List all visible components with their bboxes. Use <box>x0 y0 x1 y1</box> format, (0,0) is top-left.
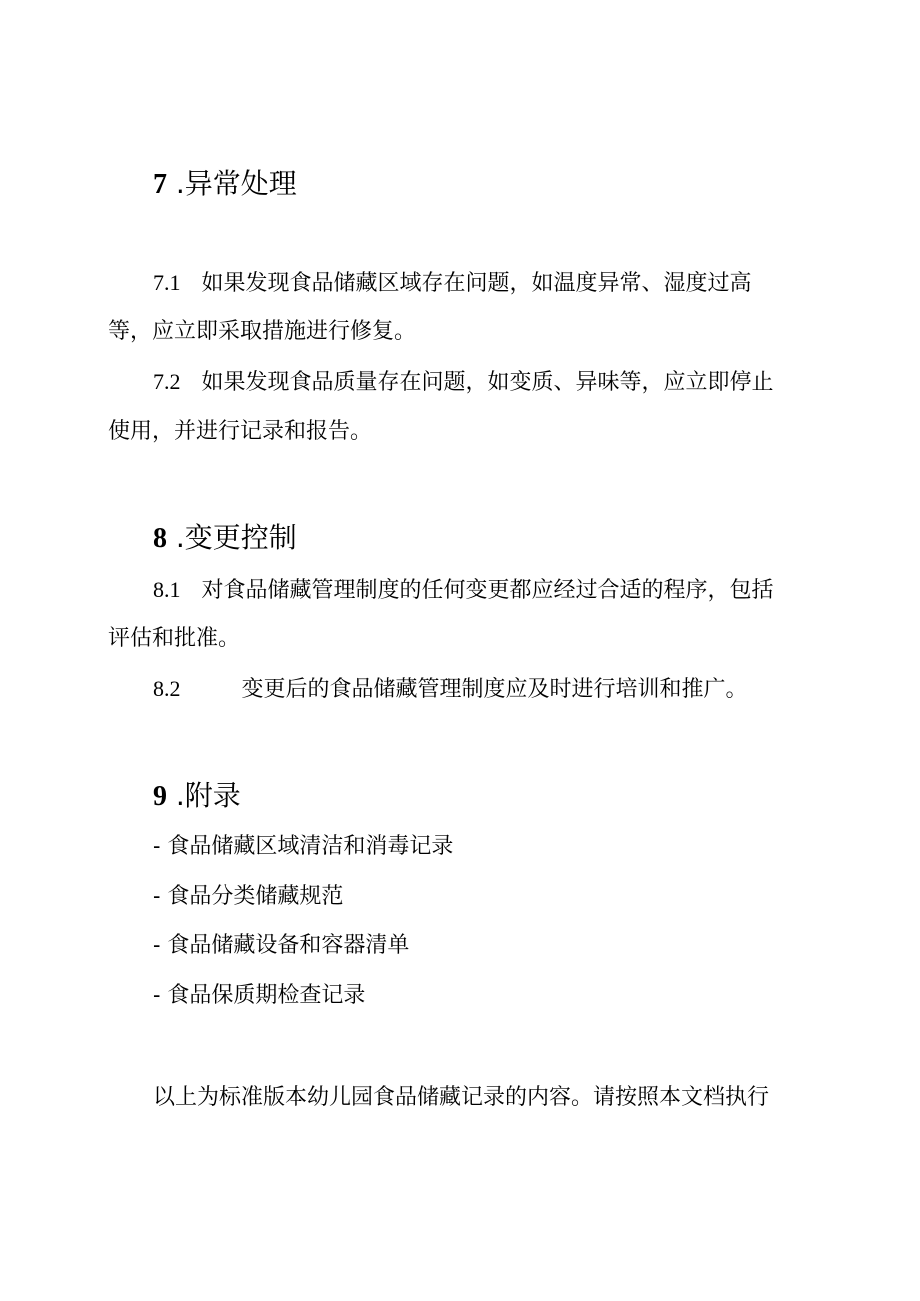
item-8-1-line-2: 评估和批准。 <box>108 626 241 651</box>
appendix-list-item: - 食品保质期检查记录 <box>153 983 366 1008</box>
section-9-heading <box>153 778 241 815</box>
section-7-title: .异常处理 <box>175 167 297 200</box>
item-7-2-text: 如果发现食品质量存在问题，如变质、异味等，应立即停止 <box>201 370 774 395</box>
section-8-title: .变更控制 <box>175 521 297 554</box>
item-7-1-number: 7.1 <box>153 270 181 295</box>
item-8-1-line-1 <box>153 575 774 606</box>
appendix-list-item: - 食品分类储藏规范 <box>153 884 344 909</box>
item-8-2-text: 变更后的食品储藏管理制度应及时进行培训和推广。 <box>241 677 748 702</box>
section-8-heading <box>153 520 297 557</box>
item-7-1-line-2: 等，应立即采取措施进行修复。 <box>108 319 417 344</box>
section-7-heading <box>153 166 297 203</box>
item-8-1-number: 8.1 <box>153 577 181 602</box>
closing-paragraph: 以上为标准版本幼儿园食品储藏记录的内容。请按照本文档执行 <box>153 1085 770 1110</box>
item-7-1-text: 如果发现食品储藏区域存在问题，如温度异常、湿度过高 <box>201 271 752 296</box>
item-7-2-line-1 <box>153 367 774 398</box>
section-9-number: 9 <box>153 781 167 812</box>
section-7-number: 7 <box>153 169 167 200</box>
item-7-1-line-1 <box>153 268 752 299</box>
item-8-1-text: 对食品储藏管理制度的任何变更都应经过合适的程序，包括 <box>201 578 774 603</box>
item-8-2-number: 8.2 <box>153 676 181 701</box>
item-7-2-line-2: 使用，并进行记录和报告。 <box>108 419 373 444</box>
item-8-2-line-1 <box>153 674 748 705</box>
appendix-list-item: - 食品储藏区域清洁和消毒记录 <box>153 834 454 859</box>
section-8-number: 8 <box>153 523 167 554</box>
section-9-title: .附录 <box>175 779 241 812</box>
item-7-2-number: 7.2 <box>153 369 181 394</box>
appendix-list-item: - 食品储藏设备和容器清单 <box>153 933 410 958</box>
